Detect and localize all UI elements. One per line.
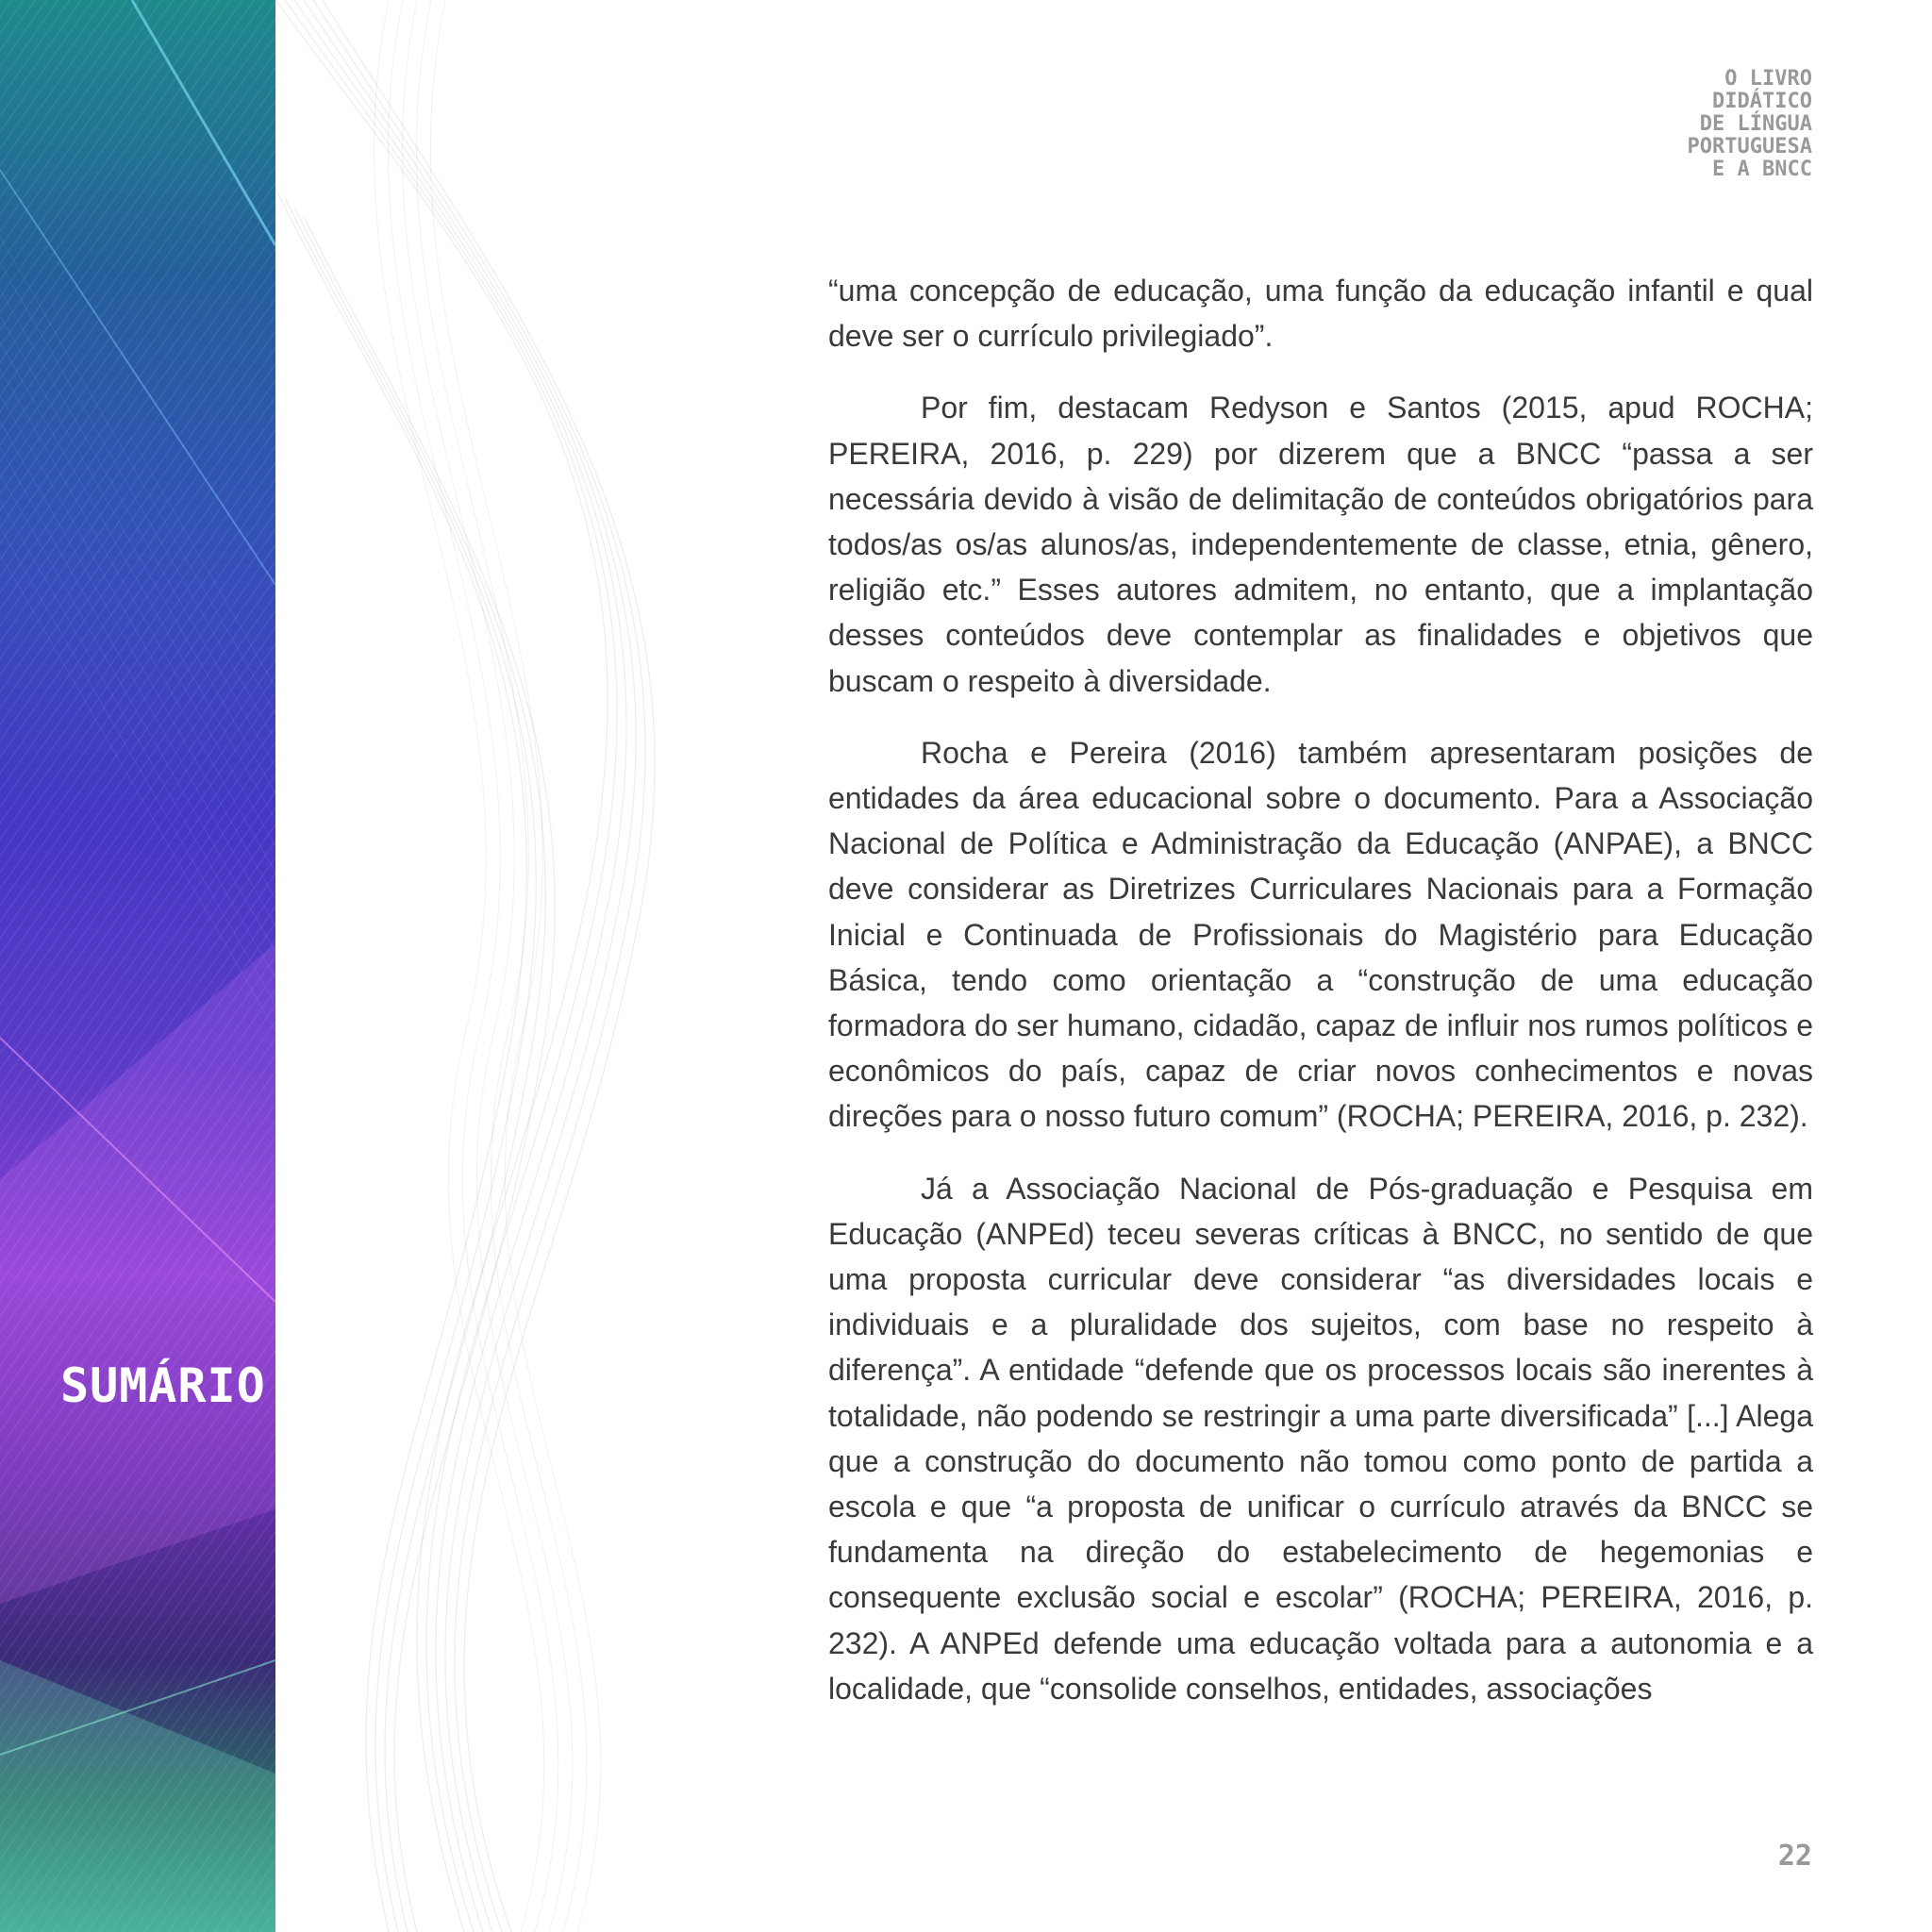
sumario-link[interactable]: SUMÁRIO — [60, 1358, 266, 1413]
paragraph: Rocha e Pereira (2016) também apresentaram posições de entidades da área educacional sobre o documento. Para a Associação Nacional de Política e Administração da Educação (ANPAE), a BNCC deve considerar as Diretrizes Curriculares Nacionais para a Formação Inicial e Continuada de Profissionais do Magistério para Educação Básica, tendo como orientação a “construção de uma educação formadora do ser humano, cidadão, capaz de influir nos rumos políticos e econômicos do país, capaz de criar novos conhecimentos e novas direções para o nosso futuro comum” (ROCHA; PEREIRA, 2016, p. 232). — [828, 735, 1813, 1134]
paragraph: Já a Associação Nacional de Pós-graduação e Pesquisa em Educação (ANPEd) teceu severas críticas à BNCC, no sentido de que uma proposta curricular deve considerar “as diversidades locais e individuais e a pluralidade dos sujeitos, com base no respeito à diferença”. A entidade “defende que os processos locais são inerentes à totalidade, não podendo se restringir a uma parte diversificada” [...] Alega que a construção do documento não tomou como ponto de partida a escola e que “a proposta de unificar o currículo através da BNCC se fundamenta na direção do estabelecimento de hegemonias e consequente exclusão social e escolar” (ROCHA; PEREIRA, 2016, p. 232). A ANPEd defende uma educação voltada para a autonomia e a localidade, que “consolide conselhos, entidades, associações — [828, 1171, 1813, 1706]
side-light-streaks — [0, 0, 275, 1932]
book-title-line: PORTUGUESA — [1687, 135, 1812, 158]
wave-decoration — [275, 0, 728, 1932]
book-title — [1567, 68, 1812, 181]
book-title-line: E A BNCC — [1712, 158, 1812, 181]
book-title-line: DE LÍNGUA — [1699, 112, 1812, 136]
paragraph: “uma concepção de educação, uma função da educação infantil e qual deve ser o currículo privilegiado”. — [828, 274, 1813, 354]
book-title-line: DIDÁTICO — [1712, 90, 1812, 113]
page-number: 22 — [1777, 1840, 1812, 1873]
paragraph: Por fim, destacam Redyson e Santos (2015, apud ROCHA; PEREIRA, 2016, p. 229) por dizerem que a BNCC “passa a ser necessária devido à visão de delimitação de conteúdos obrigatórios para todos/as os/as alunos/as, independentemente de classe, etnia, gênero, religião etc.” Esses autores admitem, no entanto, que a implantação desses conteúdos deve contemplar as finalidades e objetivos que buscam o respeito à diversidade. — [828, 391, 1813, 698]
book-title-line: O LIVRO — [1724, 67, 1812, 91]
body-text — [828, 268, 1813, 1738]
side-decoration-strip — [0, 0, 275, 1932]
